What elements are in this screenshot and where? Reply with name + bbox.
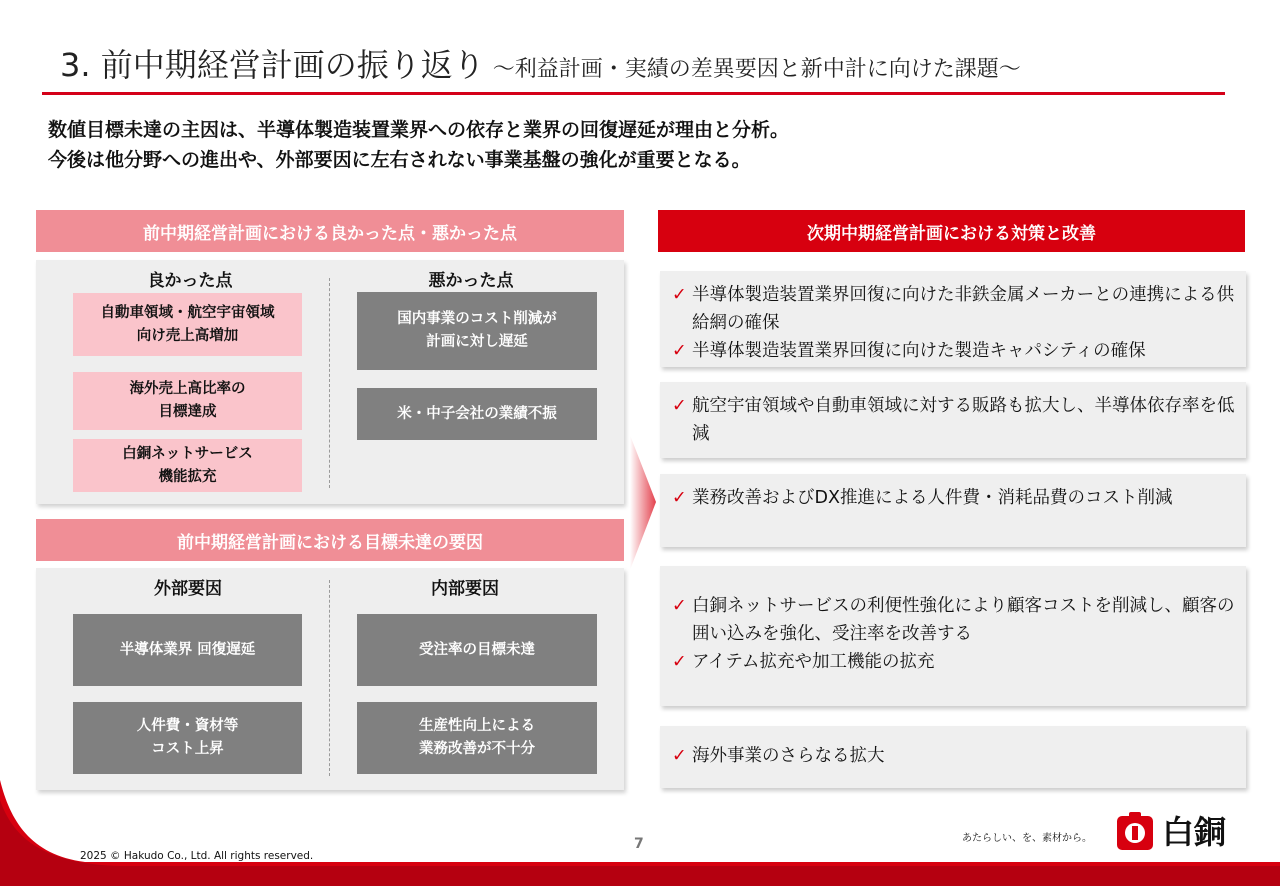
measure-text: 半導体製造装置業界回復に向けた非鉄金属メーカーとの連携による供給網の確保: [692, 285, 1235, 333]
good-points-label: 良かった点: [147, 271, 233, 291]
checkmark-icon: ✓: [672, 341, 687, 361]
flow-arrow-icon: [630, 435, 656, 570]
measure-item: [672, 648, 1236, 676]
external-factor-box: 人件費・資材等 コスト上昇: [73, 702, 302, 774]
internal-factor-box: 受注率の目標未達: [357, 614, 597, 686]
good-bad-heading: 前中期経営計画における良かった点・悪かった点: [36, 210, 624, 252]
title-underline: [42, 92, 1225, 95]
measure-item: [672, 337, 1236, 365]
checkmark-icon: ✓: [672, 746, 687, 766]
measure-item: [672, 281, 1236, 337]
measure-item: [672, 742, 1236, 770]
checkmark-icon: ✓: [672, 285, 687, 305]
bad-point-box: 米・中子会社の業績不振: [357, 388, 597, 440]
brand-tagline: あたらしい、を、素材から。: [962, 833, 1092, 844]
checkmark-icon: ✓: [672, 488, 687, 508]
summary-line-1: 数値目標未達の主因は、半導体製造装置業界への依存と業界の回復遅延が理由と分析。: [48, 119, 790, 141]
measure-text: 業務改善およびDX推進による人件費・消耗品費のコスト削減: [692, 488, 1173, 508]
hakudo-logo-icon: [1115, 812, 1155, 852]
measure-box: [660, 474, 1246, 547]
measure-text: 白銅ネットサービスの利便性強化により顧客コストを削減し、顧客の囲い込みを強化、受注率を改善する: [692, 596, 1235, 644]
page-title-main: 3. 前中期経営計画の振り返り: [60, 46, 485, 84]
internal-factor-box: 生産性向上による 業務改善が不十分: [357, 702, 597, 774]
company-logo-text: 白銅: [1162, 813, 1227, 851]
measure-text: 海外事業のさらなる拡大: [692, 746, 885, 766]
measure-box: [660, 566, 1246, 706]
good-point-box: 海外売上高比率の 目標達成: [73, 372, 302, 430]
page-number: 7: [634, 836, 644, 852]
measure-box: [660, 271, 1246, 367]
factors-divider: [329, 580, 330, 776]
measure-item: [672, 392, 1236, 448]
bad-point-box: 国内事業のコスト削減が 計画に対し遅延: [357, 292, 597, 370]
external-factor-box: 半導体業界 回復遅延: [73, 614, 302, 686]
checkmark-icon: ✓: [672, 396, 687, 416]
page-title: [60, 40, 1021, 86]
summary-line-2: 今後は他分野への進出や、外部要因に左右されない事業基盤の強化が重要となる。: [48, 149, 751, 171]
internal-factors-label: 内部要因: [431, 579, 499, 599]
checkmark-icon: ✓: [672, 596, 687, 616]
good-point-box: 白銅ネットサービス 機能拡充: [73, 439, 302, 492]
copyright-text: 2025 © Hakudo Co., Ltd. All rights reserved.: [80, 850, 314, 862]
good-point-box: 自動車領域・航空宇宙領域 向け売上高増加: [73, 293, 302, 356]
checkmark-icon: ✓: [672, 652, 687, 672]
external-factors-label: 外部要因: [154, 579, 222, 599]
bad-points-label: 悪かった点: [428, 271, 514, 291]
measure-text: 航空宇宙領域や自動車領域に対する販路も拡大し、半導体依存率を低減: [692, 396, 1235, 444]
good-bad-divider: [329, 278, 330, 488]
measures-heading: 次期中期経営計画における対策と改善: [658, 210, 1245, 252]
measure-box: [660, 726, 1246, 788]
measure-item: [672, 484, 1236, 512]
measure-text: アイテム拡充や加工機能の拡充: [692, 652, 935, 672]
measure-item: [672, 592, 1236, 648]
measure-box: [660, 382, 1246, 458]
summary-text: [48, 115, 789, 175]
factors-heading: 前中期経営計画における目標未達の要因: [36, 519, 624, 561]
measure-text: 半導体製造装置業界回復に向けた製造キャパシティの確保: [692, 341, 1146, 361]
page-subtitle: ～利益計画・実績の差異要因と新中計に向けた課題～: [492, 57, 1021, 82]
